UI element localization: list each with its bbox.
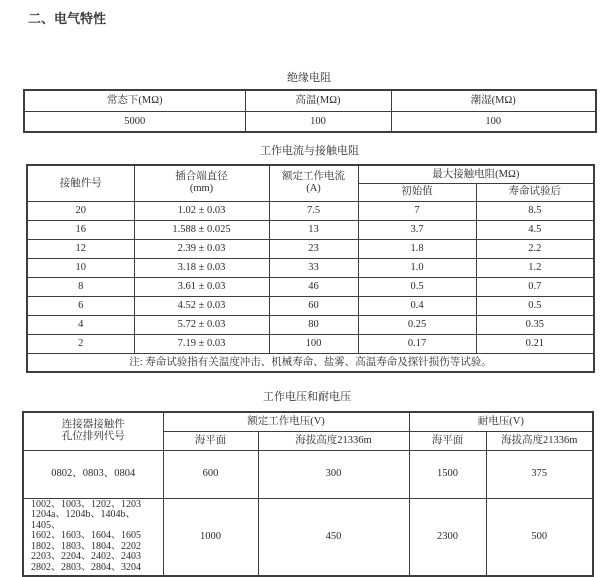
value-high-temp: 100	[245, 111, 391, 132]
cell-diameter: 4.52 ± 0.03	[134, 296, 269, 315]
cell-diameter: 7.19 ± 0.03	[134, 334, 269, 353]
cell-initial: 0.25	[358, 315, 476, 334]
header-rated-current	[269, 165, 358, 201]
cell-after-life: 0.7	[476, 277, 594, 296]
cell-contact-no: 2	[27, 334, 134, 353]
table-row	[27, 277, 594, 296]
cell-initial: 3.7	[358, 220, 476, 239]
header-normal-condition: 常态下(MΩ)	[24, 90, 245, 111]
cell-initial: 0.4	[358, 296, 476, 315]
header-max-contact-resistance: 最大接触电阻(MΩ)	[358, 165, 594, 183]
header-initial-value: 初始值	[358, 183, 476, 201]
header-rated-current-line1: 额定工作电流	[282, 171, 345, 183]
cell-sea-level-withstand: 2300	[409, 498, 486, 576]
header-sea-level-withstand: 海平面	[409, 431, 486, 450]
current-section	[26, 142, 593, 373]
cell-contact-no: 20	[27, 201, 134, 220]
cell-diameter: 2.39 ± 0.03	[134, 239, 269, 258]
page-title: 二、电气特性	[28, 11, 107, 26]
header-connector-code-line1: 连接器接触件	[61, 419, 125, 431]
cell-altitude-withstand: 375	[486, 450, 593, 498]
cell-current: 100	[269, 334, 358, 353]
cell-diameter: 3.61 ± 0.03	[134, 277, 269, 296]
cell-connector-codes: 0802、0803、0804	[23, 450, 163, 498]
table-row	[27, 220, 594, 239]
cell-current: 80	[269, 315, 358, 334]
cell-sea-level-working: 600	[163, 450, 258, 498]
table-row	[27, 201, 594, 220]
cell-after-life: 0.35	[476, 315, 594, 334]
cell-contact-no: 12	[27, 239, 134, 258]
table-note: 注: 寿命试验指有关温度冲击、机械寿命、盐雾、高温寿命及探针损伤等试验。	[27, 353, 594, 372]
insulation-resistance-table	[23, 89, 597, 133]
header-rated-working-voltage: 额定工作电压(V)	[163, 412, 409, 431]
voltage-section	[22, 388, 592, 577]
cell-current: 33	[269, 258, 358, 277]
table-header-row	[23, 412, 593, 431]
cell-after-life: 4.5	[476, 220, 594, 239]
header-withstand-voltage: 耐电压(V)	[409, 412, 593, 431]
cell-altitude-working: 300	[258, 450, 409, 498]
cell-after-life: 0.21	[476, 334, 594, 353]
cell-contact-no: 16	[27, 220, 134, 239]
cell-after-life: 2.2	[476, 239, 594, 258]
cell-after-life: 0.5	[476, 296, 594, 315]
header-connector-code	[23, 412, 163, 450]
table-header-row	[24, 90, 596, 111]
cell-initial: 0.5	[358, 277, 476, 296]
cell-current: 46	[269, 277, 358, 296]
header-mating-diameter-line2: (mm)	[189, 183, 214, 195]
cell-diameter: 5.72 ± 0.03	[134, 315, 269, 334]
code-line: 1602、1603、1604、1605	[31, 530, 141, 542]
cell-initial: 1.8	[358, 239, 476, 258]
table-header-row	[27, 165, 594, 183]
cell-after-life: 8.5	[476, 201, 594, 220]
cell-contact-no: 4	[27, 315, 134, 334]
cell-diameter: 1.588 ± 0.025	[134, 220, 269, 239]
cell-connector-codes	[23, 498, 163, 576]
table-row	[27, 315, 594, 334]
header-mating-diameter	[134, 165, 269, 201]
code-line: 2203、2204、2402、2403	[31, 551, 141, 563]
cell-initial: 0.17	[358, 334, 476, 353]
code-line: 1002、1003、1202、1203	[31, 498, 141, 510]
table-row	[27, 334, 594, 353]
cell-initial: 1.0	[358, 258, 476, 277]
header-connector-code-line2: 孔位排列代号	[61, 431, 125, 443]
header-humidity: 潮湿(MΩ)	[391, 90, 596, 111]
insulation-section	[23, 69, 595, 133]
cell-sea-level-withstand: 1500	[409, 450, 486, 498]
cell-current: 23	[269, 239, 358, 258]
cell-current: 13	[269, 220, 358, 239]
table-row	[27, 258, 594, 277]
insulation-table-title: 绝缘电阻	[287, 72, 331, 84]
cell-after-life: 1.2	[476, 258, 594, 277]
header-contact-number: 接触件号	[27, 165, 134, 201]
cell-altitude-withstand: 500	[486, 498, 593, 576]
cell-diameter: 3.18 ± 0.03	[134, 258, 269, 277]
table-row	[23, 498, 593, 576]
table-note-row	[27, 353, 594, 372]
table-row	[27, 296, 594, 315]
cell-contact-no: 8	[27, 277, 134, 296]
voltage-table	[22, 411, 594, 577]
code-line: 1204a、1204b、1404b、1405、	[31, 509, 136, 531]
header-altitude-withstand: 海拔高度21336m	[486, 431, 593, 450]
header-rated-current-line2: (A)	[306, 183, 321, 195]
current-table-title: 工作电流与接触电阻	[260, 145, 359, 157]
cell-contact-no: 6	[27, 296, 134, 315]
table-row	[24, 111, 596, 132]
voltage-table-title: 工作电压和耐电压	[263, 391, 351, 403]
header-high-temp: 高温(MΩ)	[245, 90, 391, 111]
table-row	[27, 239, 594, 258]
code-line: 2802、2803、2804、3204	[31, 562, 141, 574]
header-sea-level-working: 海平面	[163, 431, 258, 450]
cell-initial: 7	[358, 201, 476, 220]
current-contact-resistance-table	[26, 164, 595, 373]
cell-altitude-working: 450	[258, 498, 409, 576]
header-mating-diameter-line1: 插合端直径	[175, 171, 228, 183]
header-after-life-test: 寿命试验后	[476, 183, 594, 201]
table-row	[23, 450, 593, 498]
value-normal-condition: 5000	[24, 111, 245, 132]
cell-sea-level-working: 1000	[163, 498, 258, 576]
code-line: 1802、1803、1804、2202	[31, 540, 141, 552]
cell-contact-no: 10	[27, 258, 134, 277]
value-humidity: 100	[391, 111, 596, 132]
cell-current: 7.5	[269, 201, 358, 220]
cell-diameter: 1.02 ± 0.03	[134, 201, 269, 220]
cell-current: 60	[269, 296, 358, 315]
header-altitude-working: 海拔高度21336m	[258, 431, 409, 450]
